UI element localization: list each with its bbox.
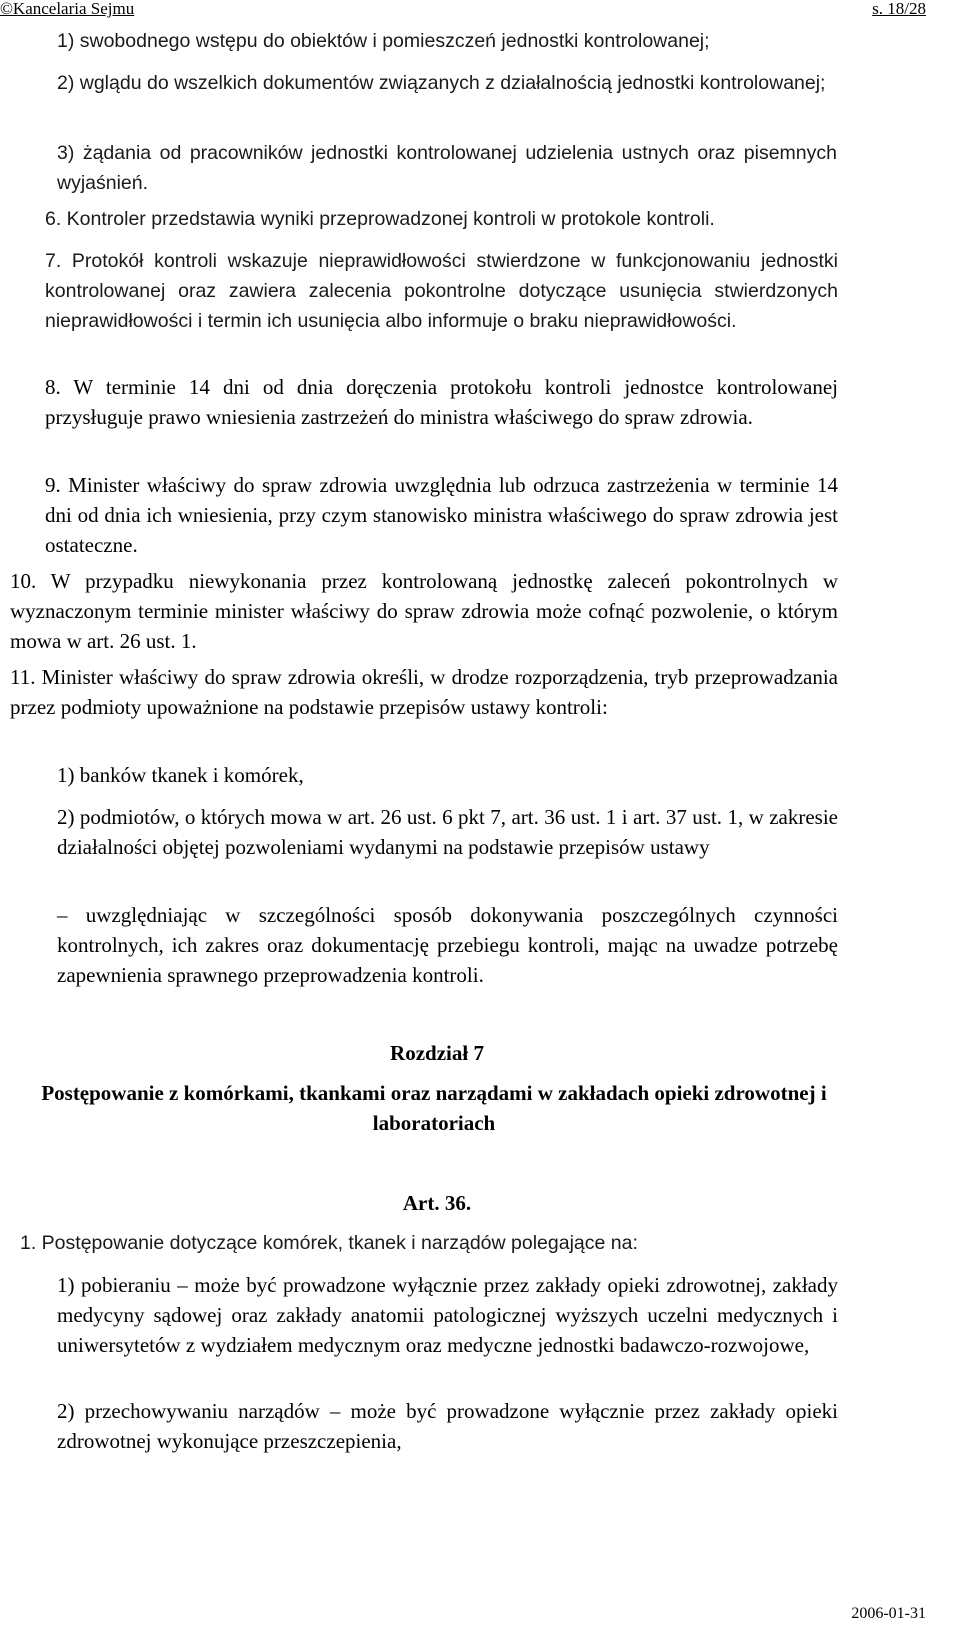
article-36-paragraph-1: 1. Postępowanie dotyczące komórek, tkanek i narządów polegające na: [20,1232,638,1254]
article-36-point-1: 1) pobieraniu – może być prowadzone wyłącznie przez zakłady opieki zdrowotnej, zakłady medycyny sądowej oraz zakłady anatomii patologicznej wyższych uczelni medycznych i uniwersytetów z wydziałem medycznym oraz medyczne jednostki badawczo-rozwojowe, [57,1273,838,1357]
paragraph-11: 11. Minister właściwy do spraw zdrowia określi, w drodze rozporządzenia, tryb przeprowadzania przez podmioty upoważnione na podstawie przepisów ustawy kontroli: [10,665,838,719]
list-item-access-documents: 2) wglądu do wszelkich dokumentów związanych z działalnością jednostki kontrolowanej; [57,72,826,94]
paragraph-10: 10. W przypadku niewykonania przez kontrolowaną jednostkę zaleceń pokontrolnych w wyznaczonym terminie minister właściwy do spraw zdrowia może cofnąć pozwolenie, o którym mowa w art. 26 ust. 1. [10,569,838,653]
paragraph-11-point-2: 2) podmiotów, o których mowa w art. 26 ust. 6 pkt 7, art. 36 ust. 1 i art. 37 ust. 1, w zakresie działalności objętej pozwoleniami wydanymi na podstawie przepisów ustawy [57,805,838,859]
paragraph-8: 8. W terminie 14 dni od dnia doręczenia protokołu kontroli jednostce kontrolowanej przysługuje prawo wniesienia zastrzeżeń do ministra właściwego do spraw zdrowia. [45,375,838,429]
page-number-link[interactable]: s. 18/28 [872,0,926,18]
list-item-access-premises: 1) swobodnego wstępu do obiektów i pomieszczeń jednostki kontrolowanej; [57,30,710,52]
footer-date: 2006-01-31 [851,1605,926,1622]
paragraph-7: 7. Protokół kontroli wskazuje nieprawidłowości stwierdzone w funkcjonowaniu jednostki kontrolowanej oraz zawiera zalecenia pokontrolne dotyczące usunięcia stwierdzonych nieprawidłowości i termin ich usunięcia albo informuje o braku nieprawidłowości. [45,250,838,332]
chapter-number: Rozdział 7 [390,1041,484,1065]
paragraph-6: 6. Kontroler przedstawia wyniki przeprowadzonej kontroli w protokole kontroli. [45,208,715,230]
paragraph-11-point-1: 1) banków tkanek i komórek, [57,763,304,787]
copyright-link[interactable]: ©Kancelaria Sejmu [0,0,135,18]
article-36-point-2: 2) przechowywaniu narządów – może być prowadzone wyłącznie przez zakłady opieki zdrowotnej wykonujące przeszczepienia, [57,1399,838,1453]
chapter-title: Postępowanie z komórkami, tkankami oraz narządami w zakładach opieki zdrowotnej i laboratoriach [41,1081,827,1135]
paragraph-9: 9. Minister właściwy do spraw zdrowia uwzględnia lub odrzuca zastrzeżenia w terminie 14 dni od dnia ich wniesienia, przy czym stanowisko ministra właściwego do spraw zdrowia jest ostateczne. [45,473,838,557]
article-heading: Art. 36. [402,1191,472,1215]
paragraph-11-conclusion: – uwzględniając w szczególności sposób dokonywania poszczególnych czynności kontrolnych, ich zakres oraz dokumentację przebiegu kontroli, mając na uwadze potrzebę zapewnienia sprawnego przeprowadzenia kontroli. [57,903,838,987]
list-item-explanations: 3) żądania od pracowników jednostki kontrolowanej udzielenia ustnych oraz pisemnych wyjaśnień. [57,142,837,194]
